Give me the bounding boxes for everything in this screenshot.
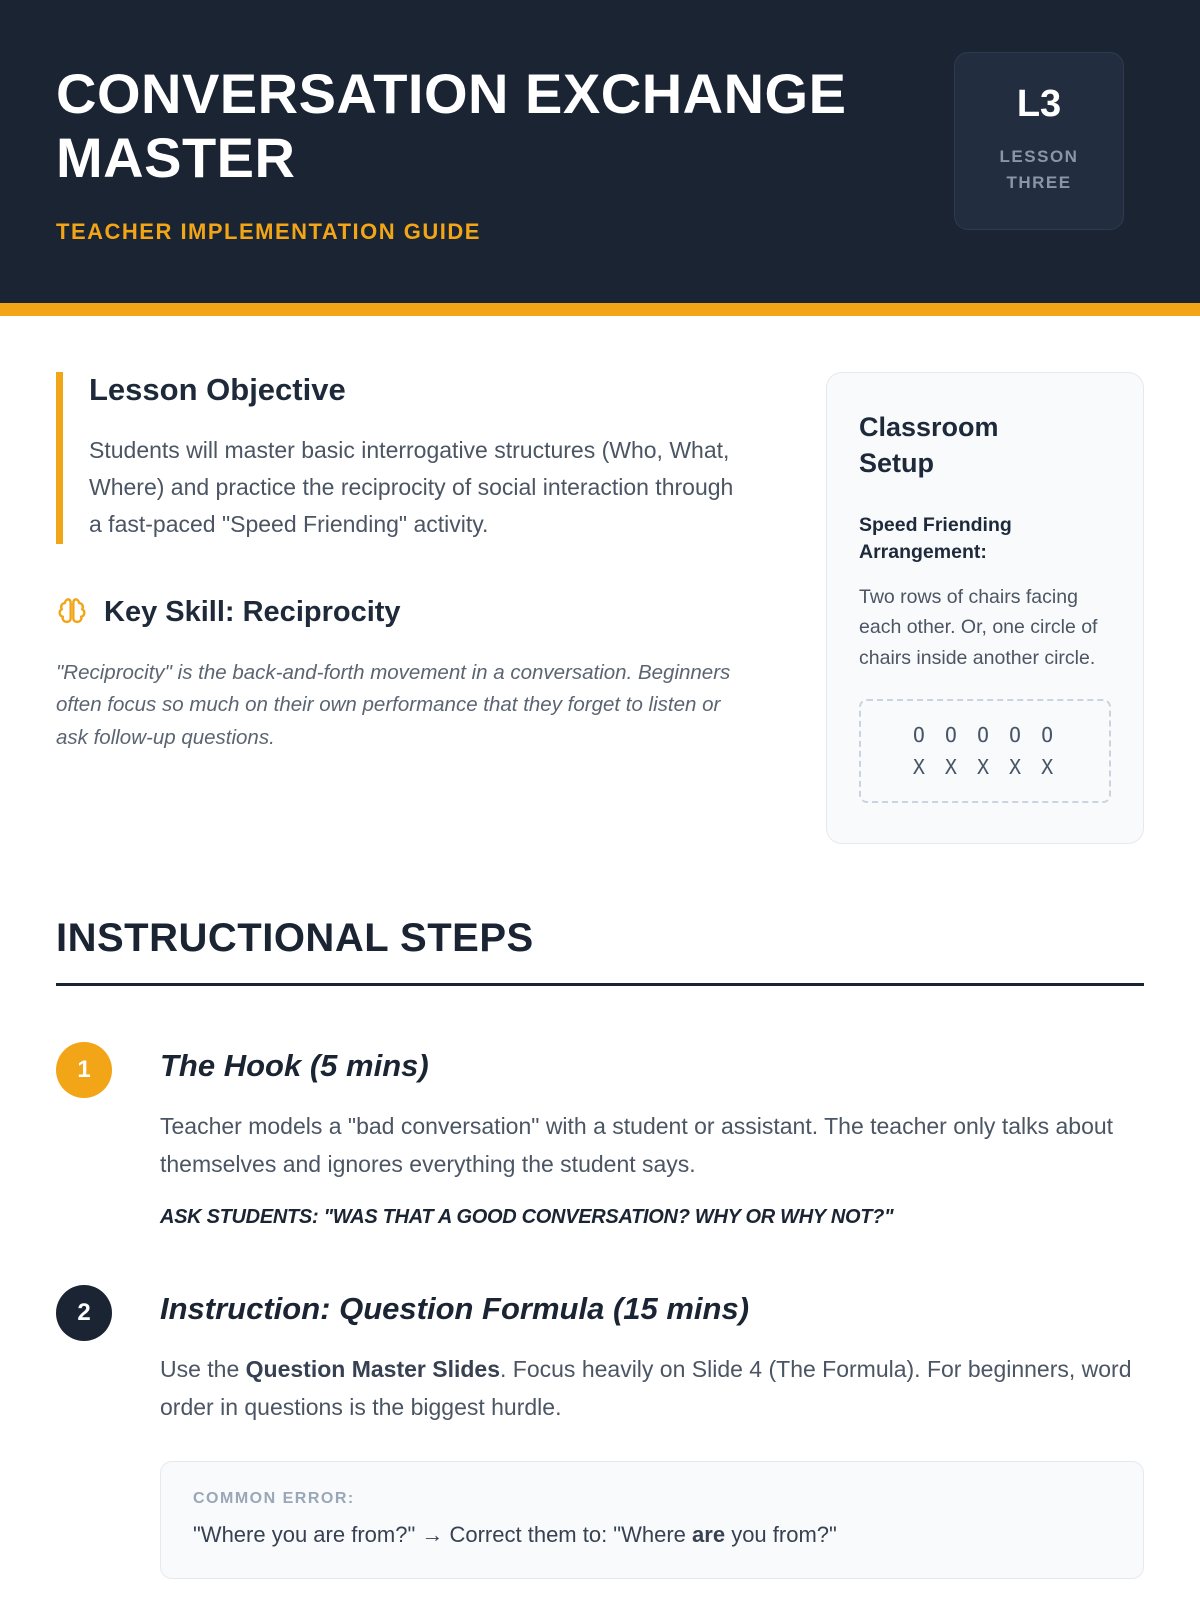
step-2-title: Instruction: Question Formula (15 mins) (160, 1290, 750, 1326)
section-divider (56, 983, 1144, 986)
lesson-badge-line1: LESSON (999, 147, 1079, 166)
main-content (0, 316, 1200, 1579)
instructional-steps-section (56, 916, 1144, 1579)
classroom-setup-subheading: Speed Friending Arrangement: (859, 513, 1012, 563)
header (0, 0, 1200, 303)
key-skill-body: "Reciprocity" is the back-and-forth movement in a conversation. Beginners often focus so much on their own performance that they forget to listen or ask follow-up questions. (56, 660, 731, 750)
step-1 (56, 1040, 1144, 1229)
common-error-box (160, 1461, 1144, 1579)
common-error-text (193, 1522, 1111, 1548)
accent-bar (0, 303, 1200, 316)
classroom-setup-card (826, 372, 1144, 844)
lesson-objective-heading: Lesson Objective (89, 371, 346, 407)
step-1-number-badge: 1 (56, 1042, 112, 1098)
seating-diagram-row2: X X X X X (912, 754, 1058, 779)
key-skill-heading (56, 596, 770, 629)
step-2-body-pre: Use the (160, 1355, 246, 1382)
lesson-badge-line2: THREE (1006, 173, 1072, 193)
step-2-content (160, 1283, 1144, 1579)
step-1-ask-students: ASK STUDENTS: "WAS THAT A GOOD CONVERSATION? WHY OR WHY NOT?" (160, 1205, 894, 1228)
key-skill-section (56, 596, 770, 755)
step-2-number-badge: 2 (56, 1285, 112, 1341)
seating-diagram-row1: O O O O O (912, 722, 1058, 747)
common-error-text-post: you from?" (725, 1521, 837, 1547)
page-title: CONVERSATION EXCHANGE MASTER (56, 62, 847, 190)
lesson-badge-code: L3 (1016, 83, 1062, 125)
step-2-body-bold: Question Master Slides (245, 1355, 501, 1382)
lesson-objective-block (56, 372, 770, 544)
step-1-title: The Hook (5 mins) (160, 1047, 429, 1083)
classroom-setup-body: Two rows of chairs facing each other. Or, one circle of chairs inside another circle. (859, 586, 1098, 669)
seating-diagram (859, 699, 1111, 803)
instructional-steps-heading: INSTRUCTIONAL STEPS (56, 915, 534, 960)
brain-icon (56, 596, 88, 628)
lesson-objective-body: Students will master basic interrogative structures (Who, What, Where) and practice the reciprocity of social interaction through a fast-paced "Speed Friending" activity. (89, 436, 734, 538)
step-1-body: Teacher models a "bad conversation" with a student or assistant. The teacher only talks about themselves and ignores everything the student says. (160, 1112, 1114, 1177)
step-1-content (160, 1040, 1144, 1229)
page-subtitle: TEACHER IMPLEMENTATION GUIDE (56, 218, 481, 244)
key-skill-heading-text: Key Skill: Reciprocity (104, 595, 401, 628)
common-error-label: COMMON ERROR: (193, 1489, 355, 1507)
step-2-body (160, 1351, 1144, 1427)
left-column (56, 372, 770, 755)
top-section (56, 372, 1144, 844)
step-2-body-post: . Focus heavily on Slide 4 (The Formula). For beginners, word order in questions is the biggest hurdle. (160, 1355, 1132, 1420)
step-2 (56, 1283, 1144, 1579)
classroom-setup-heading: Classroom Setup (859, 411, 999, 479)
common-error-text-bold: are (692, 1521, 726, 1547)
lesson-badge (954, 52, 1124, 230)
common-error-text-pre: "Where you are from?" → Correct them to: "Where (193, 1521, 693, 1547)
